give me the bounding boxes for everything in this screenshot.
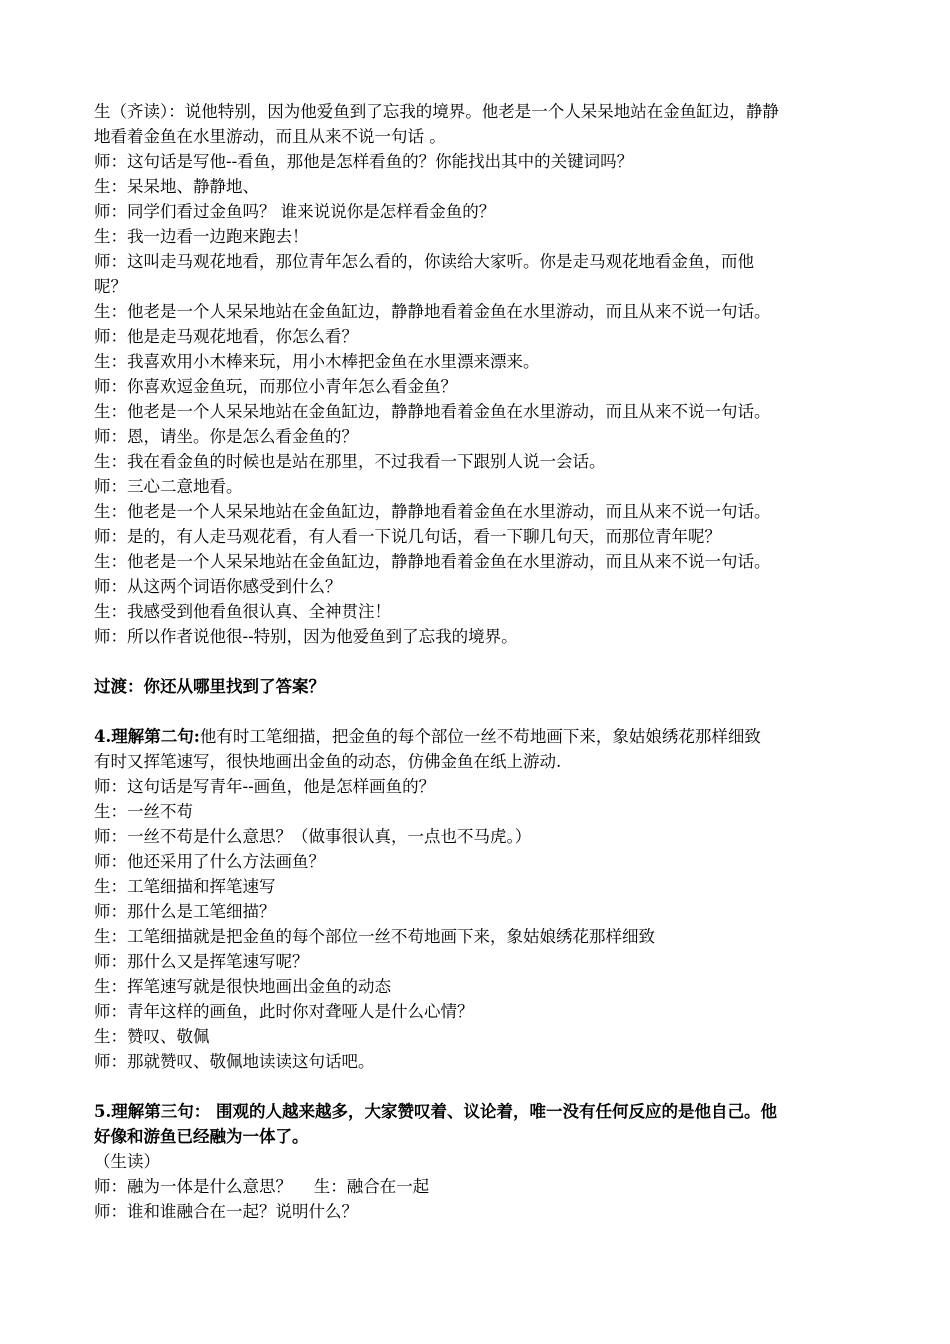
dialogue-line: 生：一丝不苟 bbox=[94, 802, 193, 821]
section-4-heading-line bbox=[94, 724, 864, 749]
document-body bbox=[94, 99, 864, 1224]
dialogue-line: 师：谁和谁融合在一起？说明什么？ bbox=[94, 1202, 358, 1221]
dialogue-line: 师：那什么又是挥笔速写呢？ bbox=[94, 952, 309, 971]
dialogue-line: 生：他老是一个人呆呆地站在金鱼缸边，静静地看着金鱼在水里游动，而且从来不说一句话。 bbox=[94, 502, 771, 521]
dialogue-line: 师：三心二意地看。 bbox=[94, 477, 243, 496]
dialogue-line: 生：我一边看一边跑来跑去！ bbox=[94, 227, 309, 246]
dialogue-line: 生：他老是一个人呆呆地站在金鱼缸边，静静地看着金鱼在水里游动，而且从来不说一句话。 bbox=[94, 552, 771, 571]
dialogue-line: 师：这叫走马观花地看，那位青年怎么看的，你读给大家听。你是走马观花地看金鱼，而他 bbox=[94, 252, 754, 271]
dialogue-line: 师：他还采用了什么方法画鱼？ bbox=[94, 852, 325, 871]
dialogue-line: 地看着金鱼在水里游动，而且从来不说一句话 。 bbox=[94, 127, 446, 146]
dialogue-line: 师：一丝不苟是什么意思？（做事很认真，一点也不马虎。） bbox=[94, 827, 532, 846]
dialogue-line: 师：他是走马观花地看，你怎么看？ bbox=[94, 327, 358, 346]
dialogue-line: 生：他老是一个人呆呆地站在金鱼缸边，静静地看着金鱼在水里游动，而且从来不说一句话。 bbox=[94, 302, 771, 321]
section-4 bbox=[94, 724, 864, 1074]
dialogue-line: 师：所以作者说他很--特别，因为他爱鱼到了忘我的境界。 bbox=[94, 627, 518, 646]
dialogue-line: 师：是的，有人走马观花看，有人看一下说几句话，看一下聊几句天，而那位青年呢？ bbox=[94, 527, 721, 546]
dialogue-line: 生：挥笔速写就是很快地画出金鱼的动态 bbox=[94, 977, 391, 996]
dialogue-line: 师：那什么是工笔细描？ bbox=[94, 902, 276, 921]
dialogue-line: 生：赞叹、敬佩 bbox=[94, 1027, 210, 1046]
section-4-heading: 4.理解第二句: bbox=[94, 727, 200, 746]
dialogue-line: 师：这句话是写青年--画鱼，他是怎样画鱼的？ bbox=[94, 777, 436, 796]
dialogue-line: 师：融为一体是什么意思？ 生：融合在一起 bbox=[94, 1177, 430, 1196]
dialogue-line: 呢？ bbox=[94, 277, 127, 296]
dialogue-line: （生读） bbox=[94, 1152, 160, 1171]
paragraph-gap bbox=[94, 1074, 864, 1099]
dialogue-line: 师：从这两个词语你感受到什么？ bbox=[94, 577, 342, 596]
dialogue-line: 师：这句话是写他--看鱼，那他是怎样看鱼的？你能找出其中的关键词吗？ bbox=[94, 152, 634, 171]
section-5 bbox=[94, 1099, 864, 1224]
section-4-sentence: 他有时工笔细描，把金鱼的每个部位一丝不苟地画下来，象姑娘绣花那样细致 bbox=[199, 727, 761, 746]
dialogue-line: 师：那就赞叹、敬佩地读读这句话吧。 bbox=[94, 1052, 375, 1071]
dialogue-line: 师：青年这样的画鱼，此时你对聋哑人是什么心情？ bbox=[94, 1002, 474, 1021]
dialogue-line: 生：我感受到他看鱼很认真、全神贯注！ bbox=[94, 602, 391, 621]
dialogue-line: 生：我在看金鱼的时候也是站在那里，不过我看一下跟别人说一会话。 bbox=[94, 452, 606, 471]
paragraph-gap bbox=[94, 649, 864, 674]
dialogue-line: 生：工笔细描就是把金鱼的每个部位一丝不苟地画下来，象姑娘绣花那样细致 bbox=[94, 927, 655, 946]
section-5-heading: 5.理解第三句： 围观的人越来越多，大家赞叹着、议论着，唯一没有任何反应的是他自己。他 bbox=[94, 1102, 777, 1121]
transition-heading: 过渡：你还从哪里找到了答案？ bbox=[94, 677, 325, 696]
dialogue-line: 师：恩，请坐。你是怎么看金鱼的？ bbox=[94, 427, 358, 446]
dialogue-line: 生（齐读）：说他特别，因为他爱鱼到了忘我的境界。他老是一个人呆呆地站在金鱼缸边，静静 bbox=[94, 102, 779, 121]
dialogue-line: 师：你喜欢逗金鱼玩，而那位小青年怎么看金鱼？ bbox=[94, 377, 457, 396]
dialogue-line: 生：他老是一个人呆呆地站在金鱼缸边，静静地看着金鱼在水里游动，而且从来不说一句话。 bbox=[94, 402, 771, 421]
dialogue-part-1 bbox=[94, 99, 864, 649]
paragraph-gap bbox=[94, 699, 864, 724]
dialogue-line: 师：同学们看过金鱼吗？ 谁来说说你是怎样看金鱼的？ bbox=[94, 202, 496, 221]
section-4-sentence-cont: 有时又挥笔速写，很快地画出金鱼的动态，仿佛金鱼在纸上游动. bbox=[94, 752, 562, 771]
dialogue-line: 生：工笔细描和挥笔速写 bbox=[94, 877, 276, 896]
dialogue-line: 生：呆呆地、静静地、 bbox=[94, 177, 259, 196]
section-5-heading-cont: 好像和游鱼已经融为一体了。 bbox=[94, 1127, 309, 1146]
dialogue-line: 生：我喜欢用小木棒来玩，用小木棒把金鱼在水里漂来漂来。 bbox=[94, 352, 540, 371]
